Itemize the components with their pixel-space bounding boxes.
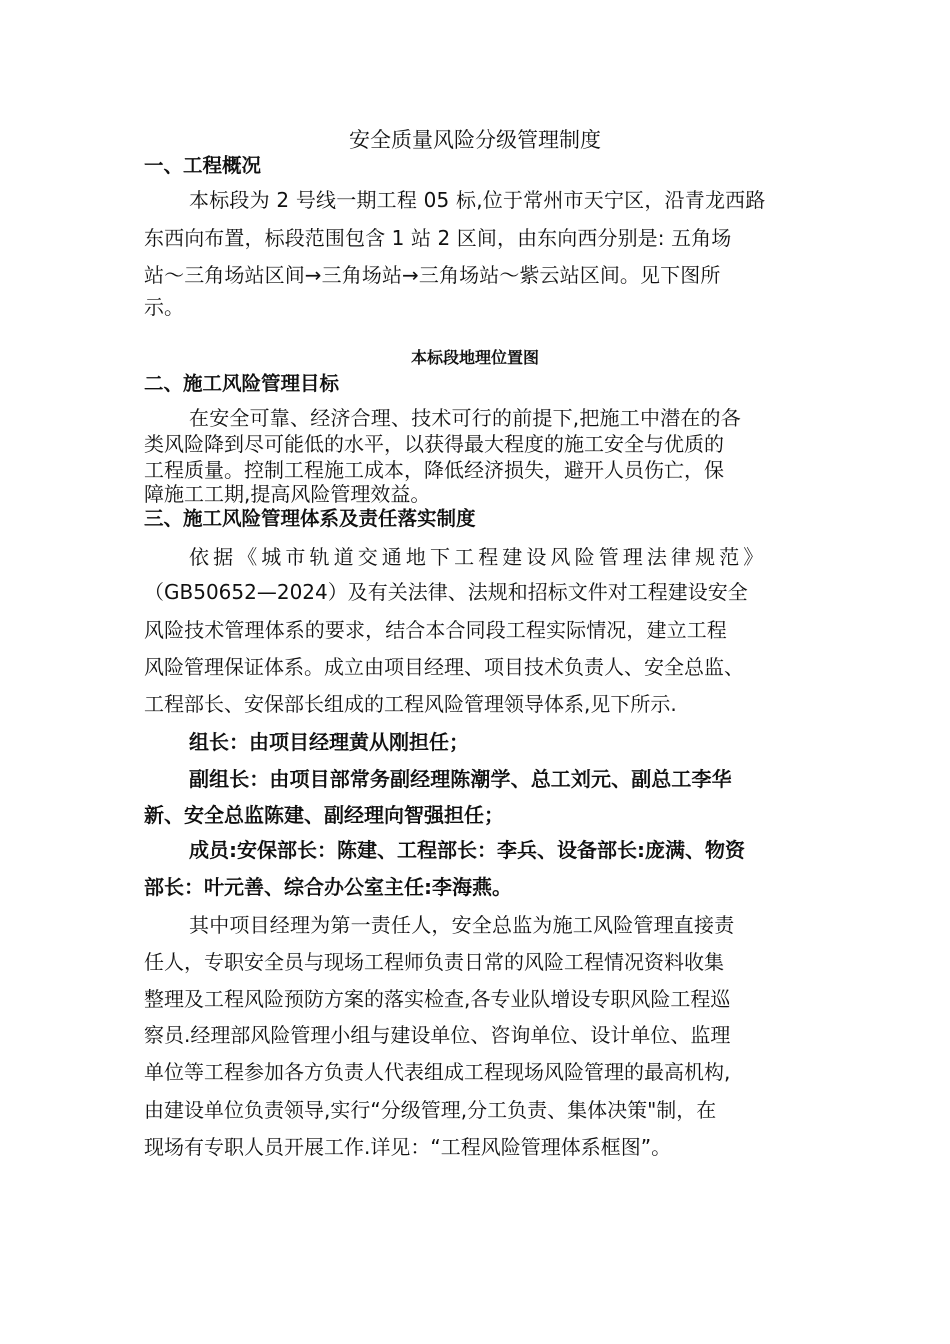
paragraph-line: 察员.经理部风险管理小组与建设单位、咨询单位、设计单位、监理 [144, 1023, 731, 1047]
leader-line: 副组长：由项目部常务副经理陈潮学、总工刘元、副总工李华 [189, 767, 732, 791]
paragraph-line: 整理及工程风险预防方案的落实检查,各专业队增设专职风险工程巡 [144, 987, 731, 1011]
section-heading-overview: 一、工程概况 [144, 154, 262, 177]
paragraph-line: （GB50652—2024）及有关法律、法规和招标文件对工程建设安全 [144, 580, 748, 604]
paragraph-line: 任人，专职安全员与现场工程师负责日常的风险工程情况资料收集 [144, 950, 724, 974]
figure-caption: 本标段地理位置图 [410, 348, 539, 367]
paragraph-line: 示。 [144, 295, 184, 319]
paragraph-line: 单位等工程参加各方负责人代表组成工程现场风险管理的最高机构, [144, 1060, 731, 1084]
leader-line: 组长：由项目经理黄从刚担任； [189, 730, 469, 754]
section-heading-goals: 二、施工风险管理目标 [144, 372, 340, 395]
paragraph-line: 现场有专职人员开展工作.详见：“工程风险管理体系框图”。 [144, 1135, 672, 1159]
paragraph-line: 在安全可靠、经济合理、技术可行的前提下,把施工中潜在的各 [189, 406, 741, 430]
paragraph-line: 其中项目经理为第一责任人，安全总监为施工风险管理直接责 [189, 913, 735, 937]
members-line: 成员:安保部长：陈建、工程部长：李兵、设备部长:庞满、物资 [189, 838, 745, 862]
paragraph-line: 工程质量。控制工程施工成本，降低经济损失，避开人员伤亡，保 [144, 458, 724, 482]
section-heading-system: 三、施工风险管理体系及责任落实制度 [144, 507, 476, 530]
paragraph-line: 障施工工期,提高风险管理效益。 [144, 482, 431, 506]
paragraph-line: 东西向布置，标段范围包含 1 站 2 区间，由东向西分别是: 五角场 [144, 226, 732, 250]
paragraph-line: 类风险降到尽可能低的水平，以获得最大程度的施工安全与优质的 [144, 432, 724, 456]
paragraph-line: 本标段为 2 号线一期工程 05 标,位于常州市天宁区，沿青龙西路 [189, 188, 766, 212]
paragraph-line: 工程部长、安保部长组成的工程风险管理领导体系,见下所示. [144, 692, 677, 716]
leader-line: 新、安全总监陈建、副经理向智强担任； [144, 803, 504, 827]
paragraph-line: 站～三角场站区间→三角场站→三角场站～紫云站区间。见下图所 [144, 263, 721, 287]
paragraph-line: 由建设单位负责领导,实行“分级管理,分工负责、集体决策"制，在 [144, 1098, 717, 1122]
paragraph-line: 风险管理保证体系。成立由项目经理、项目技术负责人、安全总监、 [144, 655, 744, 679]
document-title: 安全质量风险分级管理制度 [349, 128, 601, 152]
paragraph-line: 依据《城市轨道交通地下工程建设风险管理法律规范》 [189, 545, 768, 569]
members-line: 部长：叶元善、综合办公室主任:李海燕。 [144, 875, 512, 899]
paragraph-line: 风险技术管理体系的要求，结合本合同段工程实际情况，建立工程 [144, 618, 727, 642]
